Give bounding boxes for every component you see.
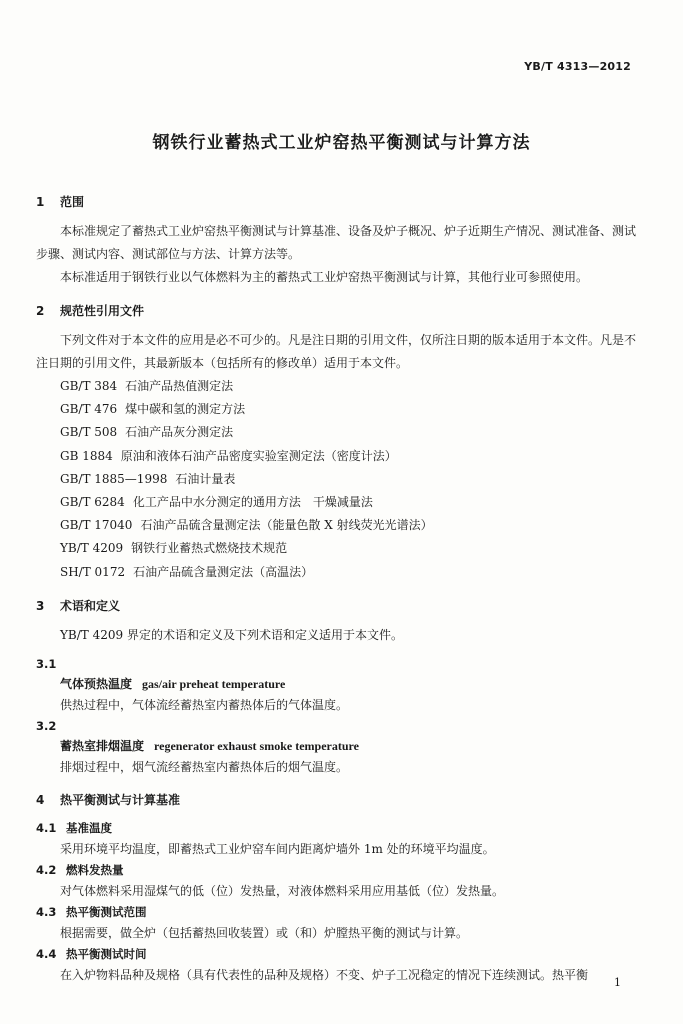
term-chinese: 气体预热温度 [60,676,133,691]
page-number: 1 [614,976,621,989]
reference-item [36,445,636,468]
reference-title: 煤中碳和氢的测定方法 [125,402,246,417]
references-intro: 下列文件对于本文件的应用是必不可少的。凡是注日期的引用文件，仅所注日期的版本适用于本文件。凡是不注日期的引用文件，其最新版本（包括所有的修改单）适用于本文件。 [36,333,637,370]
reference-title: 化工产品中水分测定的通用方法 干燥减量法 [132,495,373,510]
subsection-title: 燃料发热量 [66,862,124,877]
reference-code: SH/T 0172 [60,564,126,579]
section-title: 术语和定义 [60,598,121,613]
section-number: 2 [36,304,45,318]
section-title: 热平衡测试与计算基准 [60,792,181,807]
section-number: 4 [36,792,45,807]
document-body [36,192,636,986]
section-title: 范围 [60,195,85,209]
term-number: 3.2 [36,718,57,733]
scope-paragraph-2: 本标准适用于钢铁行业以气体燃料为主的蓄热式工业炉窑热平衡测试与计算，其他行业可参照使用。 [60,270,589,284]
term-definition: 排烟过程中，烟气流经蓄热室内蓄热体后的烟气温度。 [60,759,349,774]
reference-item [36,468,636,491]
reference-code: GB/T 476 [60,402,118,417]
reference-code: GB/T 1885—1998 [60,471,168,486]
reference-list [36,375,636,584]
subsection-heading [36,944,636,964]
reference-item [36,398,636,421]
section-heading-normative-references [36,301,636,321]
section-heading-heat-balance-basis [36,790,636,810]
reference-title: 石油计量表 [175,471,236,486]
section-number: 3 [36,598,45,613]
subsection-number: 4.4 [36,946,57,961]
subsection-text: 采用环境平均温度，即蓄热式工业炉窑车间内距离炉墙外 1m 处的环境平均温度。 [60,841,495,856]
subsection-heading [36,818,636,838]
subsection-number: 4.2 [36,862,57,877]
reference-code: YB/T 4209 [60,541,124,556]
reference-title: 石油产品热值测定法 [125,379,234,393]
subsection-number: 4.3 [36,904,57,919]
term-english: regenerator exhaust smoke temperature [154,738,359,753]
reference-item [36,561,636,584]
terms-intro: YB/T 4209 界定的术语和定义及下列术语和定义适用于本文件。 [60,627,403,642]
scope-paragraph-1: 本标准规定了蓄热式工业炉窑热平衡测试与计算基准、设备及炉子概况、炉子近期生产情况、测试准备、测试步骤、测试内容、测试部位与方法、计算方法等。 [36,224,637,261]
reference-title: 石油产品灰分测定法 [125,425,234,440]
section-number: 1 [36,195,45,209]
term-english: gas/air preheat temperature [142,676,286,691]
term-heading [36,736,636,757]
subsection-title: 热平衡测试范围 [66,904,147,919]
subsection-heading [36,860,636,880]
reference-code: GB/T 508 [60,425,118,440]
reference-item [36,375,636,398]
reference-title: 钢铁行业蓄热式燃烧技术规范 [131,541,288,556]
term-definition: 供热过程中，气体流经蓄热室内蓄热体后的气体温度。 [60,697,349,712]
reference-code: GB 1884 [60,448,113,463]
reference-title: 石油产品硫含量测定法（能量色散 X 射线荧光光谱法） [140,518,433,533]
term-heading [36,674,636,695]
section-heading-scope [36,192,636,212]
subsection-text: 对气体燃料采用湿煤气的低（位）发热量，对液体燃料采用应用基低（位）发热量。 [60,883,505,898]
reference-title: 原油和液体石油产品密度实验室测定法（密度计法） [120,448,397,463]
subsection-text: 根据需要，做全炉（包括蓄热回收装置）或（和）炉膛热平衡的测试与计算。 [60,925,469,940]
subsection-title: 基准温度 [66,820,112,835]
reference-item [36,491,636,514]
term-chinese: 蓄热室排烟温度 [60,738,145,753]
reference-item [36,514,636,537]
reference-item [36,421,636,444]
reference-code: GB/T 17040 [60,518,133,533]
subsection-title: 热平衡测试时间 [66,946,147,961]
reference-item [36,537,636,560]
document-title: 钢铁行业蓄热式工业炉窑热平衡测试与计算方法 [152,133,531,153]
section-heading-terms-definitions [36,596,636,616]
reference-code: GB/T 384 [60,379,118,393]
subsection-number: 4.1 [36,820,57,835]
term-number: 3.1 [36,656,57,671]
subsection-heading [36,902,636,922]
reference-code: GB/T 6284 [60,495,125,510]
section-title: 规范性引用文件 [60,304,145,318]
document-code: YB/T 4313—2012 [524,60,631,73]
reference-title: 石油产品硫含量测定法（高温法） [133,564,314,579]
subsection-text: 在入炉物料品种及规格（具有代表性的品种及规格）不变、炉子工况稳定的情况下连续测试。热平衡 [60,967,589,982]
